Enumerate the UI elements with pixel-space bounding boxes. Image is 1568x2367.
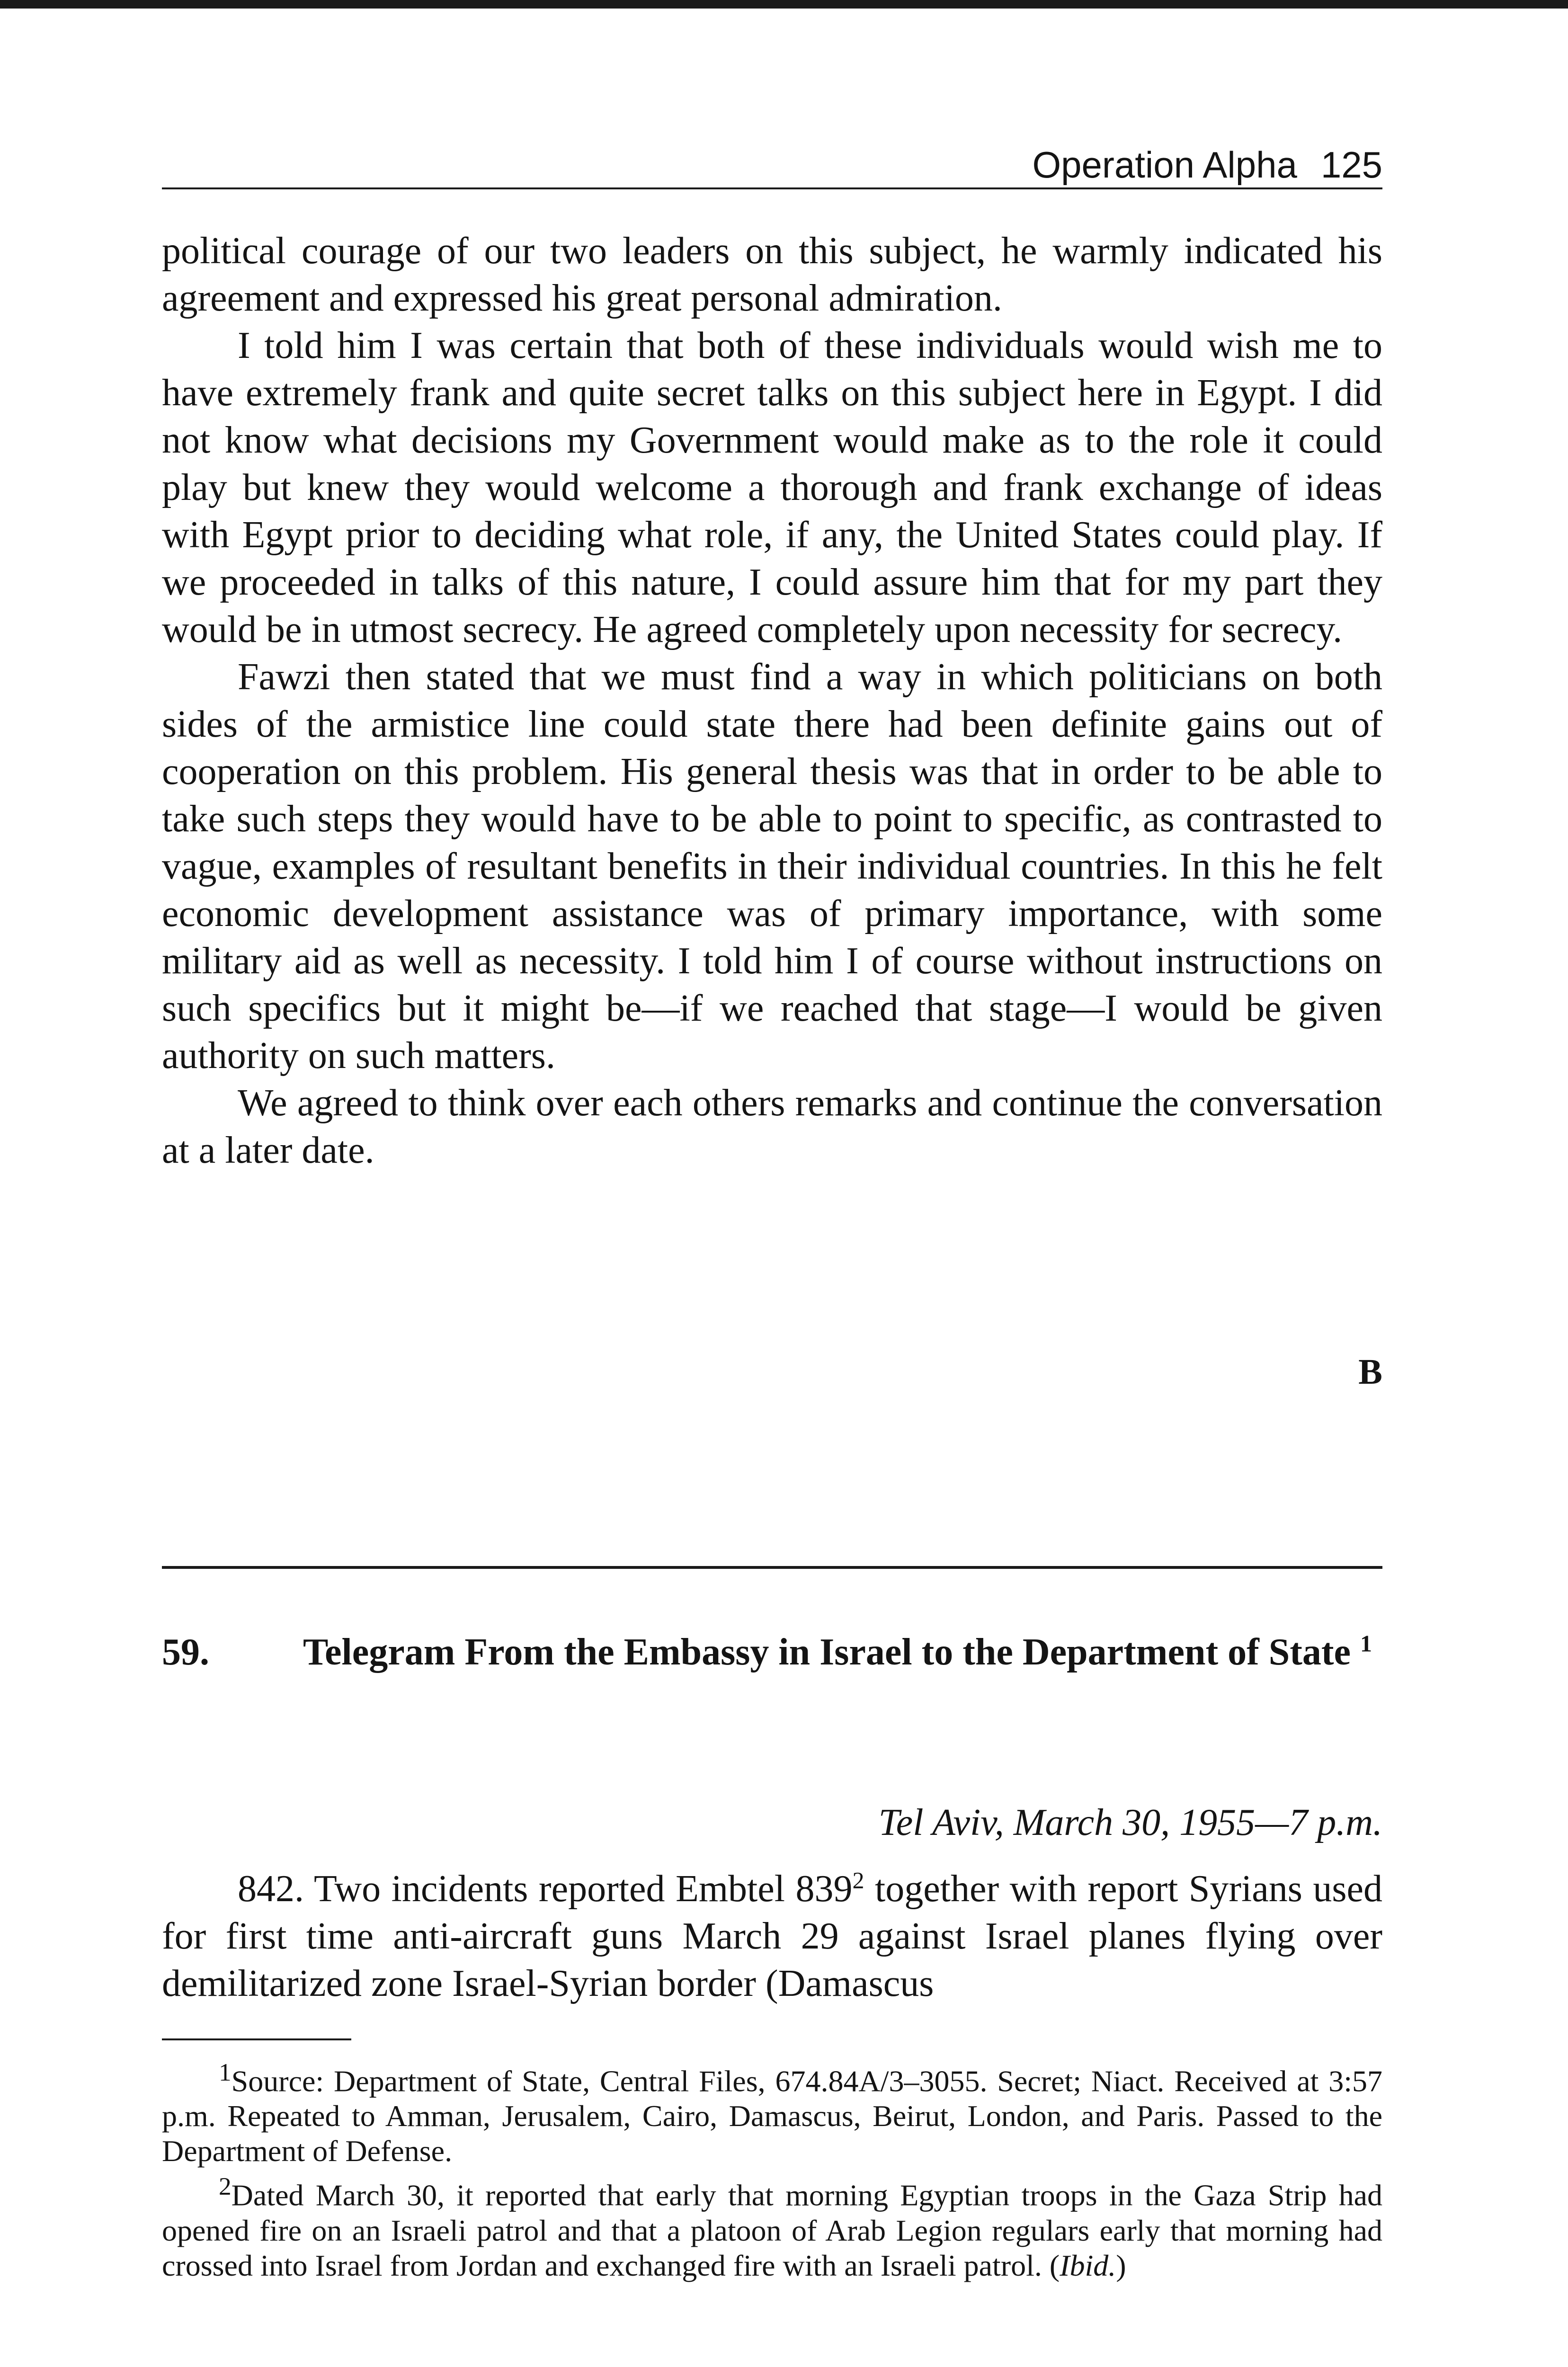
telegram-text xyxy=(162,1865,1382,2007)
page-top-edge xyxy=(0,0,1568,9)
footnote: $^2$Dated March 30, it reported that early that morning Egyptian troops in the Gaza Strip had opened fire on an Israeli patrol and that a platoon of Arab Legion regulars early that morning had crossed into Israel from Jordan and exchanged fire with an Israeli patrol. (Ibid.) xyxy=(162,2172,1382,2282)
footnote-divider xyxy=(162,2038,351,2040)
footnotes xyxy=(162,2055,1382,2283)
telegram-text-rest: together with report Syrians used for first time anti-aircraft guns March 29 against Israel planes flying over demilitarized zone Israel-Syrian border (Damascus xyxy=(162,1868,1383,2004)
body-text xyxy=(162,227,1382,1174)
telegram-text-start: 842. Two incidents reported Embtel 839 xyxy=(238,1868,853,1910)
paragraph: I told him I was certain that both of these individuals would wish me to have extremely frank and quite secret talks on this subject here in Egypt. I did not know what decisions my Government would make as to the role it could play but knew they would welcome a thorough and frank exchange of ideas with Egypt prior to deciding what role, if any, the United States could play. If we proceeded in talks of this nature, I could assure him that for my part they would be in utmost secrecy. He agreed completely upon necessity for secrecy. xyxy=(162,325,1382,650)
section-divider xyxy=(162,1566,1382,1569)
paragraph: We agreed to think over each others remarks and continue the conversation at a later date. xyxy=(162,1082,1382,1171)
running-head xyxy=(162,142,1382,189)
footnote-marker: 1 xyxy=(219,2058,232,2086)
document-title xyxy=(303,1628,1382,1676)
paragraph: Fawzi then stated that we must find a way in which politicians on both sides of the armistice line could state there had been definite gains out of cooperation on this problem. His general thesis was that in order to be able to take such steps they would have to be able to point to specific, as contrasted to vague, examples of resultant benefits in their individual countries. In this he felt economic development assistance was of primary importance, with some military aid as well as necessity. I told him I of course without instructions on such specifics but it might be—if we reached that stage—I would be given authority on such matters. xyxy=(162,656,1382,1077)
footnote-text: Dated March 30, it reported that early that morning Egyptian troops in the Gaza Strip had opened fire on an Israeli patrol and that a platoon of Arab Legion regulars early that morning had crossed into Israel from Jordan and exchanged fire with an Israeli patrol. xyxy=(162,2178,1382,2282)
document-number: 59. xyxy=(162,1631,209,1673)
dateline: Tel Aviv, March 30, 1955—7 p.m. xyxy=(878,1802,1382,1843)
footnote xyxy=(162,2055,1382,2169)
document-title-text: Telegram From the Embassy in Israel to the Department of State xyxy=(303,1631,1351,1673)
footnote-citation: Ibid. xyxy=(1060,2248,1116,2282)
footnote-ref[interactable]: 1 xyxy=(1360,1630,1372,1657)
footnote-text: Source: Department of State, Central Files, 674.84A/3–3055. Secret; Niact. Received at 3:57 p.m. Repeated to Amman, Jerusalem, Cairo, Damascus, Beirut, London, and Paris. Passed to the Department of Defense. xyxy=(162,2064,1382,2168)
running-head-title: Operation Alpha xyxy=(1032,144,1297,186)
paragraph: political courage of our two leaders on this subject, he warmly indicated his agreement and expressed his great personal admiration. xyxy=(162,230,1382,319)
footnote-marker: 2 xyxy=(219,2172,232,2201)
footnote-ref[interactable]: 2 xyxy=(852,1867,864,1894)
signature-initial: B xyxy=(1358,1352,1382,1392)
page-number: 125 xyxy=(1320,144,1382,186)
